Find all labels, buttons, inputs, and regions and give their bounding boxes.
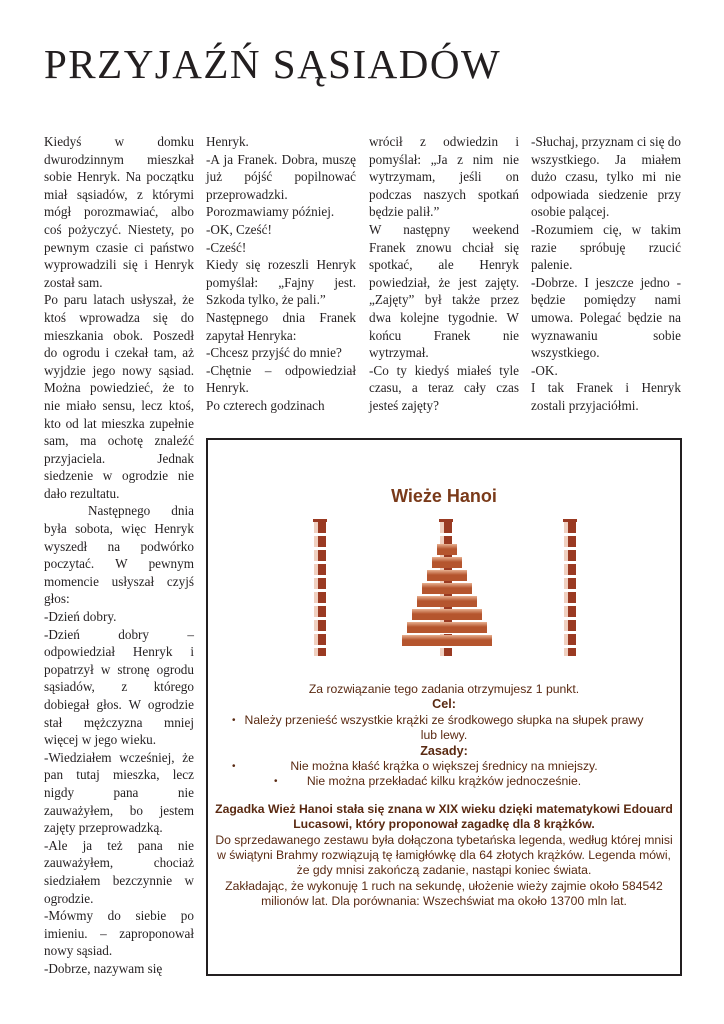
peg-segment xyxy=(564,634,568,645)
peg-cap-2 xyxy=(439,519,453,522)
peg-segment xyxy=(568,536,576,547)
hanoi-disk xyxy=(412,609,482,620)
rule-item: • Nie można kłaść krążka o większej średnicy na mniejszy. xyxy=(214,759,674,774)
paragraph: Kiedy się rozeszli Henryk pomyślał: „Fajny jest. Szkoda tylko, że pali.” xyxy=(206,257,356,308)
dialogue-line: -Dzień dobry – odpowiedział Henryk i popatrzył w stronę ogrodu sąsiadów, z którego dobiegał głos. W ogrodzie stał mężczyzna mniej więcej w jego wieku. xyxy=(44,626,194,748)
peg-segment xyxy=(314,522,318,533)
paragraph: wrócił z odwiedzin i pomyślał: „Ja z nim nie wytrzymam, jeśli on podczas naszych spotkań będzie palił.” xyxy=(369,134,519,220)
dialogue-line: -A ja Franek. Dobra, muszę już pójść popilnować przeprowadzki. Porozmawiamy później. xyxy=(206,151,356,220)
peg-segment xyxy=(444,648,452,656)
dialogue-line: -Słuchaj, przyznam ci się do wszystkiego. Ja miałem dużo czasu, tylko mi nie odpowiada siedzenie przy osobie palącej. xyxy=(531,134,681,220)
calculation-text: Zakładając, że wykonuję 1 ruch na sekundę, ułożenie wieży zajmie około 584542 milionów lat. Dla porównania: Wszechświat ma około 13700 mln lat. xyxy=(225,878,663,909)
dialogue-line: -OK. xyxy=(531,362,558,378)
story-column-4 xyxy=(531,133,681,415)
peg-segment xyxy=(564,648,568,656)
paragraph: Henryk. xyxy=(206,134,249,149)
peg-segment xyxy=(568,522,576,533)
peg-cap-3 xyxy=(563,519,577,522)
paragraph: Kiedyś w domku dwurodzinnym mieszkał sobie Henryk. Na początku miał sąsiadów, z którymi mógł porozmawiać, albo coś pożyczyć. Niestety, po pewnym czasie ci państwo wyprowadzili się i Henryk został sam. xyxy=(44,134,194,290)
hanoi-disk xyxy=(437,544,457,555)
dialogue-line: -Dzień dobry. xyxy=(44,609,117,625)
dialogue-line: -Dobrze, nazywam się xyxy=(44,960,163,976)
peg-segment xyxy=(318,522,326,533)
rule-item: • Nie można przekładać kilku krążków jednocześnie. xyxy=(214,774,674,789)
dialogue-line: -Cześć! xyxy=(206,239,247,255)
puzzle-title: Wieże Hanoi xyxy=(391,486,497,506)
hanoi-disk xyxy=(402,635,492,646)
story-column-3 xyxy=(369,133,519,415)
rules-heading: Zasady: xyxy=(420,743,468,758)
dialogue-line: -Wiedziałem wcześniej, że pan tutaj mieszka, lecz nigdy pana nie zauważyłem, bo jestem zajęty przeprowadzką. xyxy=(44,749,194,836)
goal-item: • Należy przenieść wszystkie krążki ze środkowego słupka na słupek prawy lub lewy. xyxy=(214,713,674,744)
legend-text: Do sprzedawanego zestawu była dołączona tybetańska legenda, według której mnisi w świątyni Brahmy rozwiązują tę łamigłówkę dla 64 złotych krążków. Legenda mówi, że gdy mnisi zakończą zadanie, nastąpi koniec świata. xyxy=(215,832,673,878)
peg-segment xyxy=(314,536,318,547)
peg-segment xyxy=(444,522,452,533)
peg-segment xyxy=(318,550,326,561)
peg-cap-1 xyxy=(313,519,327,522)
peg-segment xyxy=(564,536,568,547)
peg-segment xyxy=(568,550,576,561)
peg-segment xyxy=(440,648,444,656)
peg-segment xyxy=(440,522,444,533)
article-title: PRZYJAŹŃ SĄSIADÓW xyxy=(44,41,502,87)
paragraph: Następnego dnia Franek zapytał Henryka: xyxy=(206,309,356,343)
dialogue-line: -Mówmy do siebie po imieniu. – zaproponował nowy sąsiad. xyxy=(44,908,194,959)
peg-segment xyxy=(564,522,568,533)
paragraph: Po czterech godzinach xyxy=(206,397,325,413)
hanoi-disk xyxy=(407,622,487,633)
paragraph: I tak Franek i Henryk zostali przyjaciółmi. xyxy=(531,380,681,413)
paragraph: Po paru latach usłyszał, że ktoś wprowadza się do mieszkania obok. Poszedł do ogrodu i czekał tam, aż wyjdzie jego nowy sąsiad. Można powiedzieć, że to nie miało sensu, lecz ktoś, kto od lat mieszka zupełnie sam, ma ochotę znaleźć przyjaciela. Jednak siedzenie w ogrodzie nie dało rezultatu. xyxy=(44,292,194,501)
dialogue-line: -Chcesz przyjść do mnie? xyxy=(206,345,342,361)
dialogue-line: -Chętnie – odpowiedział Henryk. xyxy=(206,362,356,396)
goal-list xyxy=(214,713,674,744)
paragraph: W następny weekend Franek znowu chciał się spotkać, ale Henryk powiedział, że jest zajęty. „Zajęty” był także przez dwa kolejne tygodnie. W końcu Franek nie wytrzymał. xyxy=(369,221,519,361)
peg-segment xyxy=(314,634,318,645)
peg-segment xyxy=(318,648,326,656)
dialogue-line: -Rozumiem cię, w takim razie spróbuję rzucić palenie. xyxy=(531,221,681,273)
story-column-2 xyxy=(206,133,356,415)
points-info: Za rozwiązanie tego zadania otrzymujesz 1 punkt. xyxy=(308,682,580,696)
peg-segment xyxy=(318,634,326,645)
peg-segment xyxy=(568,592,576,603)
puzzle-box xyxy=(206,438,682,976)
hanoi-disk xyxy=(417,596,477,607)
peg-segment xyxy=(564,564,568,575)
peg-segment xyxy=(568,606,576,617)
dialogue-line: -Co ty kiedyś miałeś tyle czasu, a teraz cały czas jesteś zajęty? xyxy=(369,362,519,413)
peg-segment xyxy=(314,648,318,656)
peg-segment xyxy=(314,606,318,617)
hanoi-disk xyxy=(432,557,462,568)
hanoi-disk xyxy=(427,570,467,581)
story-column-1 xyxy=(44,133,194,978)
peg-segment xyxy=(564,578,568,589)
peg-segment xyxy=(318,592,326,603)
peg-segment xyxy=(318,564,326,575)
peg-segment xyxy=(568,648,576,656)
peg-segment xyxy=(318,606,326,617)
dialogue-line: -Ale ja też pana nie zauważyłem, chociaż siedziałem bezczynnie w ogrodzie. xyxy=(44,837,194,906)
peg-segment xyxy=(314,592,318,603)
dialogue-line: -Dobrze. I jeszcze jedno - będzie pomiędzy nami umowa. Polegać będzie na wyznawaniu sobie wszystkiego. xyxy=(531,274,681,361)
peg-segment xyxy=(564,550,568,561)
peg-segment xyxy=(318,620,326,631)
goal-heading: Cel: xyxy=(432,697,456,712)
peg-segment xyxy=(568,634,576,645)
history-text: Zagadka Wież Hanoi stała się znana w XIX wieku dzięki matematykowi Edouard Lucasowi, który proponował zagadkę dla 8 krążków. xyxy=(215,801,673,832)
dialogue-line: -OK, Cześć! xyxy=(206,221,272,237)
peg-segment xyxy=(314,550,318,561)
paragraph: Następnego dnia była sobota, więc Henryk wyszedł na podwórko poczytać. W pewnym momencie usłyszał czyjś głos: xyxy=(44,503,194,607)
peg-segment xyxy=(564,620,568,631)
peg-segment xyxy=(564,592,568,603)
peg-segment xyxy=(314,578,318,589)
peg-segment xyxy=(314,564,318,575)
peg-segment xyxy=(568,620,576,631)
peg-segment xyxy=(314,620,318,631)
peg-segment xyxy=(564,606,568,617)
peg-segment xyxy=(318,578,326,589)
puzzle-text xyxy=(214,682,674,910)
peg-segment xyxy=(318,536,326,547)
hanoi-towers-illustration xyxy=(208,516,680,656)
hanoi-disk xyxy=(422,583,472,594)
rules-list xyxy=(214,759,674,790)
peg-segment xyxy=(568,564,576,575)
peg-segment xyxy=(568,578,576,589)
